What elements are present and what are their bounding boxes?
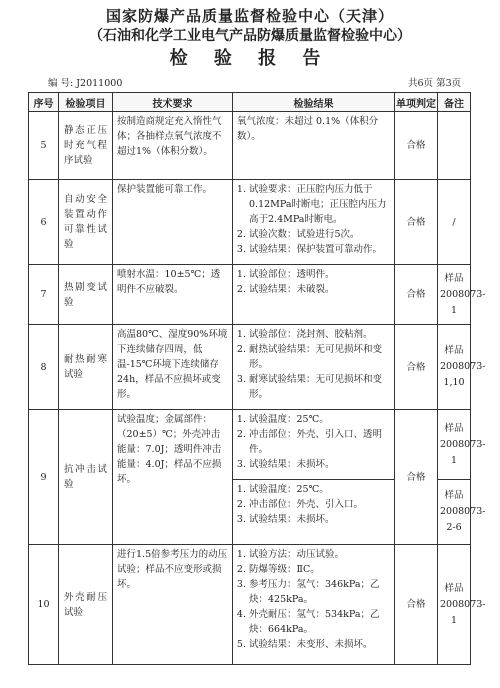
verdict: 合格 <box>395 325 438 410</box>
technical-requirement: 按制造商规定充入惰性气体；各抽样点氧气浓度不超过1%（体积分数）。 <box>113 112 233 180</box>
technical-requirement: 高温80℃、湿度90%环境下连续储存四周，低温-15℃环境下连续储存24h，样品不应损坏或变形。 <box>113 325 233 410</box>
result-line: 2. 冲击部位：外壳、引入口。 <box>249 497 390 512</box>
remark <box>438 112 471 180</box>
technical-requirement: 试验温度；金属部件：（20±5）℃；外壳冲击能量：7.0J；透明件冲击能量：4.0J；样品不应损坏。 <box>113 410 233 545</box>
table-header-row <box>29 93 471 112</box>
test-item: 静态正压时充气程序试验 <box>59 112 113 180</box>
result-line: 5. 试验结果：未变形、未损坏。 <box>249 637 390 652</box>
table-row <box>29 112 471 180</box>
row-number: 8 <box>29 325 59 410</box>
technical-requirement: 喷射水温：10±5℃；透明件不应破裂。 <box>113 265 233 325</box>
result-line: 1. 试验部位：透明件。 <box>249 267 390 282</box>
column-header: 技术要求 <box>113 93 233 112</box>
verdict: 合格 <box>395 265 438 325</box>
result-line: 4. 外壳耐压：氢气：534kPa；乙炔：664kPa。 <box>249 607 390 637</box>
row-number: 5 <box>29 112 59 180</box>
test-result <box>233 325 395 410</box>
result-line: 1. 试验要求：正压腔内压力低于0.12MPa时断电；正压腔内压力高于2.4MPa时断电。 <box>249 182 390 227</box>
test-result <box>233 480 395 545</box>
report-title-subcenter: （石油和化学工业电气产品防爆质量监督检验中心） <box>89 28 411 44</box>
report-title: 检 验 报 告 <box>169 48 331 69</box>
result-line: 1. 试验部位：浇封剂、胶粘剂。 <box>249 327 390 342</box>
remark: 样品2008073-1 <box>438 410 471 480</box>
verdict: 合格 <box>395 180 438 265</box>
table-row <box>29 545 471 665</box>
remark: / <box>438 180 471 265</box>
result-line: 1. 试验方法：动压试验。 <box>249 547 390 562</box>
result-line: 2. 防爆等级：ⅡC。 <box>249 562 390 577</box>
result-line: 1. 试验温度：25℃。 <box>249 482 390 497</box>
test-result <box>233 265 395 325</box>
table-row <box>29 180 471 265</box>
table-row <box>29 265 471 325</box>
page-info: 共6页 第3页 <box>408 78 462 89</box>
result-line: 3. 试验结果：未损坏。 <box>249 457 390 472</box>
test-item: 抗冲击试验 <box>59 410 113 545</box>
result-line: 3. 耐寒试验结果：无可见损坏和变形。 <box>249 372 390 402</box>
result-line: 2. 试验次数：试验进行5次。 <box>249 227 390 242</box>
remark: 样品2008073-1 <box>438 545 471 665</box>
table-row <box>29 325 471 410</box>
column-header: 备注 <box>438 93 471 112</box>
inspection-table <box>28 92 486 665</box>
column-header: 序号 <box>29 93 59 112</box>
verdict: 合格 <box>395 545 438 665</box>
document-number: 编 号: J2011000 <box>48 78 123 89</box>
result-line: 1. 试验温度：25℃。 <box>249 412 390 427</box>
test-item: 热剧变试验 <box>59 265 113 325</box>
test-result: 氧气浓度：未超过 0.1%（体积分数）。 <box>233 112 395 180</box>
result-line: 3. 参考压力：氢气：346kPa；乙炔：425kPa。 <box>249 577 390 607</box>
result-line: 3. 试验结果：保护装置可靠动作。 <box>249 242 390 257</box>
result-line: 3. 试验结果：未损坏。 <box>249 512 390 527</box>
row-number: 9 <box>29 410 59 545</box>
test-result <box>233 545 395 665</box>
row-number: 10 <box>29 545 59 665</box>
verdict: 合格 <box>395 410 438 545</box>
column-header: 单项判定 <box>395 93 438 112</box>
test-result <box>233 410 395 480</box>
verdict: 合格 <box>395 112 438 180</box>
row-number: 6 <box>29 180 59 265</box>
result-line: 2. 试验结果：未破裂。 <box>249 282 390 297</box>
row-number: 7 <box>29 265 59 325</box>
remark: 样品2008073-1,10 <box>438 325 471 410</box>
result-line: 2. 冲击部位：外壳、引入口、透明件。 <box>249 427 390 457</box>
remark: 样品2008073-2-6 <box>438 480 471 545</box>
test-item: 自动安全装置动作可靠性试验 <box>59 180 113 265</box>
column-header: 检验项目 <box>59 93 113 112</box>
table-row <box>29 410 471 480</box>
technical-requirement: 保护装置能可靠工作。 <box>113 180 233 265</box>
result-line: 2. 耐热试验结果：无可见损坏和变形。 <box>249 342 390 372</box>
test-item: 外壳耐压试验 <box>59 545 113 665</box>
technical-requirement: 进行1.5倍参考压力的动压试验；样品不应变形或损坏。 <box>113 545 233 665</box>
test-result <box>233 180 395 265</box>
test-item: 耐热耐寒试验 <box>59 325 113 410</box>
remark: 样品2008073-1 <box>438 265 471 325</box>
report-title-center: 国家防爆产品质量监督检验中心（天津） <box>105 7 394 25</box>
column-header: 检验结果 <box>233 93 395 112</box>
